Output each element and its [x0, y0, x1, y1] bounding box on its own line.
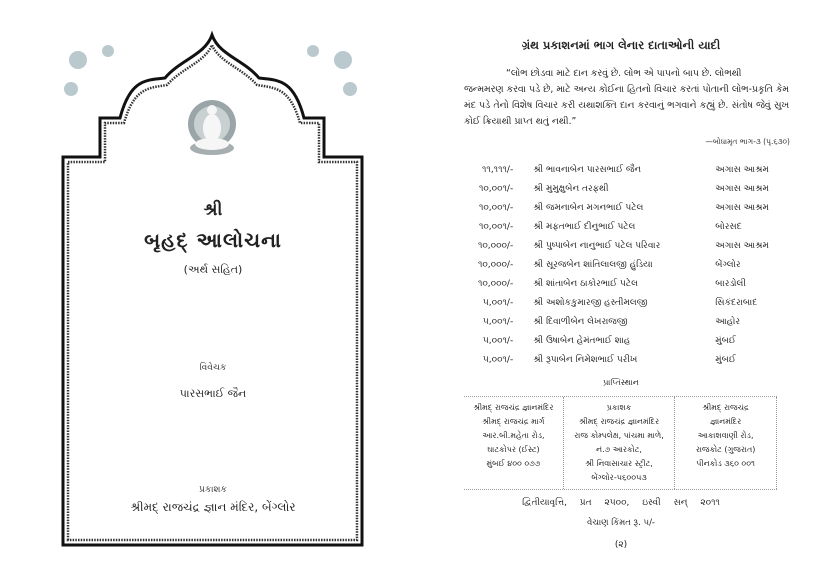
address-line: શ્રીમદ્ રાજચંદ્ર માર્ગ	[482, 417, 545, 426]
donor-name: શ્રી પુષ્પાબેન નાનુભાઈ પટેલ પરિવાર	[533, 240, 661, 251]
center-bangalore	[564, 397, 675, 489]
donor-name: શ્રી જમનાબેન મગનભાઈ પટેલ	[533, 202, 644, 213]
donor-row	[464, 255, 794, 274]
donor-row	[464, 312, 794, 331]
book-subtitle: (અર્થ સહિત)	[183, 263, 243, 276]
donor-name: શ્રી સૂરજબેન શાંતિલાલજી હુંડિયા	[533, 259, 653, 270]
donor-place: સિકંદરાબાદ	[715, 297, 758, 308]
donor-name: શ્રી દિવાળીબેન લેખરાજજી	[533, 316, 628, 327]
price-info: વેચાણ કિંમત રૂ. ૫/-	[587, 518, 655, 528]
donor-row	[464, 236, 794, 255]
donor-place: અગાસ આશ્રમ	[715, 164, 769, 175]
flower-ornaments	[64, 45, 357, 96]
address-line: પ્રકાશક	[606, 403, 632, 412]
address-line: બેંગ્લોર-૫૬૦૦૫૩	[591, 473, 647, 482]
meditating-tirthankara-icon	[188, 100, 236, 155]
donor-amount: ૧૦,૦૦૦/-	[477, 259, 514, 270]
commentator-label: વિવેચક	[199, 363, 227, 373]
shri-heading: શ્રી	[203, 200, 223, 220]
donor-name: શ્રી શાંતાબેન ઠાકોરભાઈ પટેલ	[533, 278, 638, 289]
address-line: ઘાટકોપર (ઈસ્ટ)	[487, 445, 540, 454]
donor-name: શ્રી મુમુક્ષુબેન તરફથી	[533, 183, 609, 194]
quote-first-line: “લોભ છોડવા માટે દાન કરવું છે. લોભ એ પાપનો બાપ છે. લોભથી	[506, 68, 742, 79]
address-line: રાજકોટ (ગુજરાત)	[695, 445, 756, 454]
address-line: નં.૭ આરકોટ,	[596, 445, 642, 454]
donor-row	[464, 217, 794, 236]
donor-place: આહોર	[715, 316, 741, 327]
publisher-name: શ્રીમદ્ રાજચંદ્ર જ્ઞાન મંદિર, બેંગ્લોર	[130, 500, 296, 514]
center-rajkot	[675, 397, 777, 489]
address-line: આર.બી.મહેતા રોડ,	[482, 431, 545, 440]
address-line: મુંબઈ ૪૦૦ ૦૭૭	[486, 459, 541, 468]
donor-row	[464, 179, 794, 198]
publisher-label: પ્રકાશક	[199, 485, 227, 495]
donor-amount: ૧૦,૦૦૧/-	[478, 202, 514, 213]
address-line: જ્ઞાનમંદિર	[709, 417, 742, 426]
donor-amount: ૧૦,૦૦૦/-	[477, 240, 514, 251]
donor-name: શ્રી અશોકકુમારજી હસ્તીમલજી	[533, 297, 648, 308]
availability-label: પ્રાપ્તિસ્થાન	[603, 378, 639, 387]
donor-name: શ્રી ભાવનાબેન પારસભાઈ જૈન	[533, 164, 642, 175]
donor-place: બારડોલી	[715, 278, 746, 289]
address-line: શ્રીમદ્ રાજચંદ્ર જ્ઞાનમંદિર	[473, 403, 554, 412]
donor-place: અગાસ આશ્રમ	[715, 240, 769, 251]
donor-name: શ્રી ઉષાબેન હેમંતભાઈ શાહ	[533, 335, 631, 346]
page-number: (૨)	[614, 540, 628, 550]
donor-amount: ૫,૦૦૧/-	[482, 335, 514, 346]
donor-place: બેંગ્લોર	[715, 259, 741, 270]
donor-row	[464, 293, 794, 312]
address-line: રાજ કોમ્પલેક્ષ, પાંચમા માળે,	[574, 431, 664, 440]
donor-amount: ૫,૦૦૧/-	[482, 316, 514, 327]
donor-amount: ૧૦,૦૦૧/-	[478, 221, 514, 232]
edition-info: દ્વિતીયાવૃત્તિ, પ્રત ૨૫૦૦, ઇસ્વી સન્ ૨૦૧૧	[522, 498, 720, 508]
donor-row	[464, 350, 794, 369]
availability-centers	[464, 396, 777, 490]
quote-source: —બોધામૃત ભાગ-૩ (પૃ.૬૩૦)	[705, 137, 790, 146]
donor-amount: ૫,૦૦૧/-	[482, 297, 514, 308]
address-line: શ્રીમદ્ રાજચંદ્ર જ્ઞાનમંદિર	[578, 417, 660, 426]
quote-block	[464, 66, 789, 130]
donor-row	[464, 198, 794, 217]
quote-rest: જન્મમરણ કરવા પડે છે, માટે અન્ય કોઈના હિતનો વિચાર કરતાં પોતાની લોભ-પ્રકૃતિ કેમ મંદ પડે તેનો વિશેષ વિચાર કરી યથાશક્તિ દાન કરવાનું ભગવાને કહ્યું છે. સંતોષ જેવું સુખ કોઈ ક્રિયાથી પ્રાપ્ત થતું નથી.”	[464, 84, 789, 127]
address-line: શ્રી નિવાસાચાર સ્ટ્રીટ,	[585, 459, 653, 468]
donor-place: બોરસદ	[715, 221, 742, 232]
address-line: શ્રીમદ્ રાજચંદ્ર	[702, 403, 749, 412]
donor-list-heading: ગ્રંથ પ્રકાશનમાં ભાગ લેનાર દાતાઓની યાદી	[521, 38, 721, 52]
donor-name: શ્રી રૂપાબેન નિમેશભાઈ પરીખ	[533, 354, 638, 365]
donor-row	[464, 331, 794, 350]
donor-row	[464, 274, 794, 293]
address-line: પીનકોડ ૩૬૦ ૦૦૧	[696, 459, 755, 468]
donor-place: મુંબઈ	[715, 335, 736, 346]
donor-place: મુંબઈ	[715, 354, 736, 365]
center-mumbai	[464, 397, 564, 489]
donor-row	[464, 160, 794, 179]
donor-place: અગાસ આશ્રમ	[715, 202, 769, 213]
donor-amount: ૧૦,૦૦૧/-	[478, 183, 514, 194]
donor-name: શ્રી મફતભાઈ દીનુભાઈ પટેલ	[533, 221, 636, 232]
right-page-donors	[414, 0, 828, 585]
donor-amount: ૫,૦૦૧/-	[482, 354, 514, 365]
book-title: બૃહદ્ આલોચના	[144, 228, 282, 252]
donor-amount: ૧૦,૦૦૦/-	[477, 278, 514, 289]
donor-place: અગાસ આશ્રમ	[715, 183, 769, 194]
address-line: આકાશવાણી રોડ,	[697, 431, 754, 440]
commentator-name: પારસભાઈ જૈન	[179, 387, 247, 400]
donor-table	[464, 160, 794, 369]
donor-amount: ૧૧,૧૧૧/-	[482, 164, 514, 175]
